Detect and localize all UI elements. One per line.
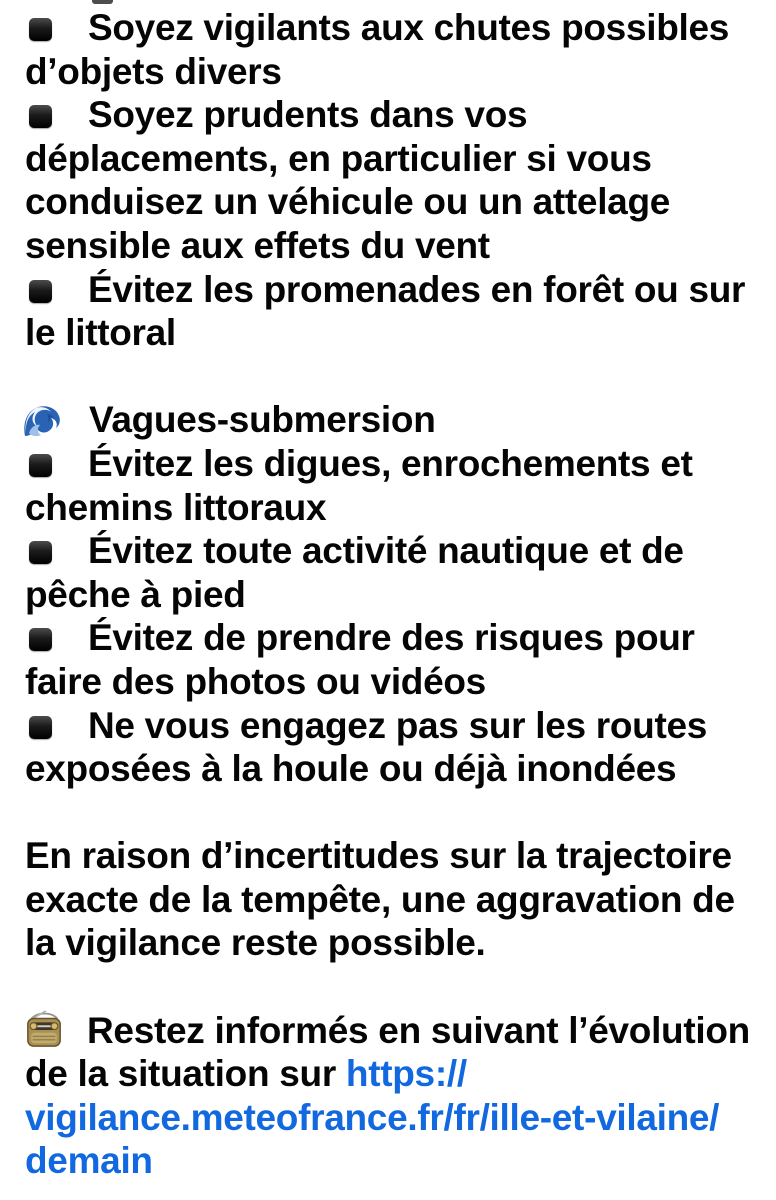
advice-text: Évitez les digues, enrochements et xyxy=(88,442,693,484)
paragraph-spacer xyxy=(25,791,766,835)
paragraph-spacer xyxy=(25,355,766,399)
note-text: exacte de la tempête, une aggravation de xyxy=(25,878,735,920)
bullet-line xyxy=(25,268,766,312)
bullet-line xyxy=(25,6,766,50)
uncertainty-note xyxy=(25,834,766,965)
bullet-line xyxy=(25,93,766,137)
waves-heading-label: Vagues-submersion xyxy=(89,399,436,441)
stay-informed-line2 xyxy=(25,1052,766,1096)
black-square-bullet-icon xyxy=(29,716,52,739)
sea-advice-list xyxy=(25,442,766,791)
bullet-line xyxy=(25,529,766,573)
vigilance-url-link[interactable]: demain xyxy=(25,1140,153,1182)
advice-text: conduisez un véhicule ou un attelage xyxy=(25,181,671,223)
black-square-bullet-icon xyxy=(29,541,52,564)
advice-text: Soyez prudents dans vos xyxy=(88,94,528,136)
stay-informed-paragraph xyxy=(25,1009,766,1183)
advice-text: chemins littoraux xyxy=(25,486,327,528)
note-text: En raison d’incertitudes sur la trajectoire xyxy=(25,835,732,877)
bullet-line xyxy=(25,442,766,486)
waves-submersion-heading xyxy=(25,398,766,442)
bullet-line xyxy=(25,616,766,660)
black-square-bullet-icon xyxy=(29,18,52,41)
advice-text: déplacements, en particulier si vous xyxy=(25,137,652,179)
black-square-bullet-icon xyxy=(29,280,52,303)
advice-text: Ne vous engagez pas sur les routes xyxy=(88,704,708,746)
black-square-bullet-icon xyxy=(29,628,52,651)
advice-text: d’objets divers xyxy=(25,50,282,92)
cropped-text-artifact xyxy=(92,0,113,4)
black-square-bullet-icon xyxy=(29,105,52,128)
radio-icon xyxy=(25,1009,63,1059)
black-square-bullet-icon xyxy=(29,454,52,477)
bullet-line xyxy=(25,704,766,748)
advice-text: faire des photos ou vidéos xyxy=(25,660,486,702)
advice-text: sensible aux effets du vent xyxy=(25,224,490,266)
stay-informed-text: de la situation sur xyxy=(25,1053,346,1095)
paragraph-spacer xyxy=(25,965,766,1009)
vigilance-url-link[interactable]: https:// xyxy=(345,1053,467,1095)
advice-text: Évitez toute activité nautique et de xyxy=(88,530,684,572)
radio-line xyxy=(25,1009,766,1053)
advice-text: le littoral xyxy=(25,312,176,354)
note-text: la vigilance reste possible. xyxy=(25,922,486,964)
vigilance-url-link[interactable]: vigilance.meteofrance.fr/fr/ille-et-vilaine/ xyxy=(25,1096,720,1138)
advice-text: exposées à la houle ou déjà inondées xyxy=(25,748,677,790)
stay-informed-text: Restez informés en suivant l’évolution xyxy=(87,1009,750,1051)
wind-advice-list xyxy=(25,6,766,355)
advice-text: Soyez vigilants aux chutes possibles xyxy=(88,7,730,48)
advice-text: Évitez les promenades en forêt ou sur xyxy=(88,268,746,310)
advice-text: Évitez de prendre des risques pour xyxy=(88,617,695,659)
advice-text: pêche à pied xyxy=(25,573,246,615)
